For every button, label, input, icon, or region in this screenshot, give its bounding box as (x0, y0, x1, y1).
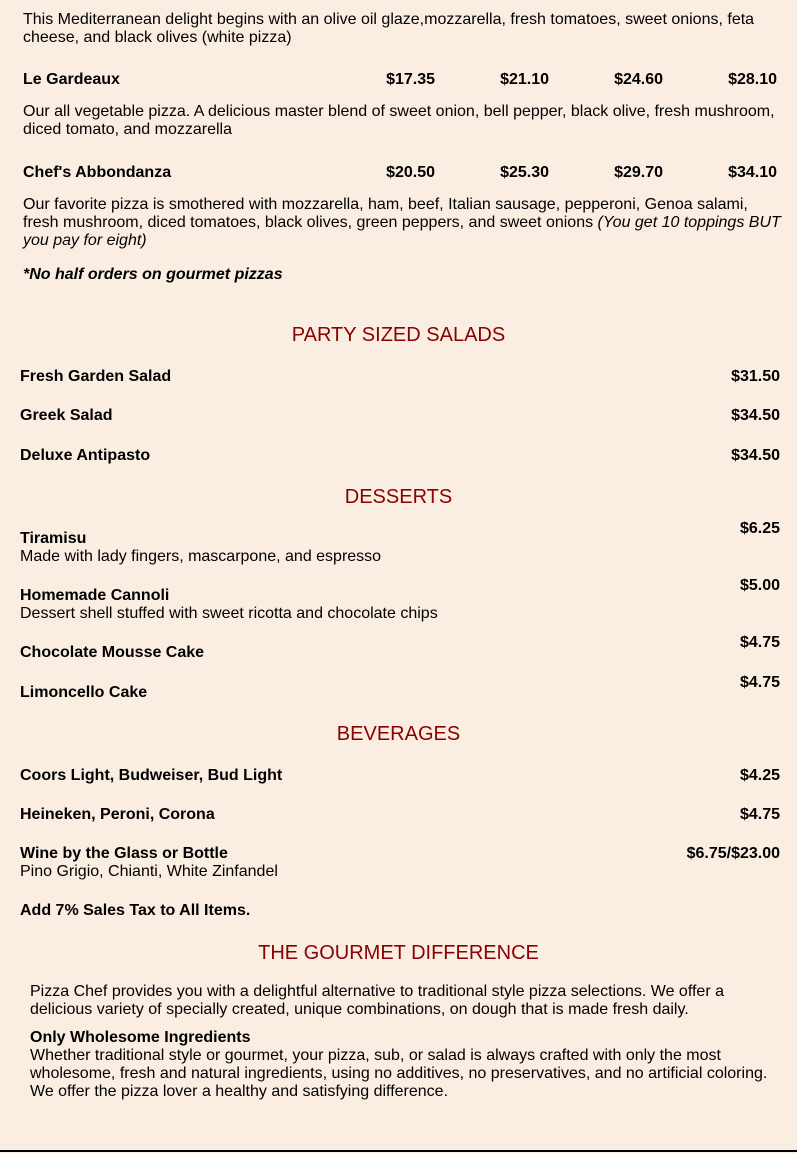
sales-tax-note: Add 7% Sales Tax to All Items. (20, 902, 251, 919)
menu-item-price: $6.75/$23.00 (686, 845, 780, 862)
menu-item-price: $34.50 (731, 407, 780, 424)
menu-item-price: $4.75 (739, 674, 780, 691)
pizza-description-note: (You get 10 toppings BUT you pay for eight) (23, 214, 781, 249)
bottom-divider (0, 1150, 797, 1152)
menu-item-name: Chocolate Mousse Cake (20, 644, 205, 661)
pizza-price-small: $20.50 (386, 164, 435, 181)
pizza-description-le-gardeaux: Our all vegetable pizza. A delicious master blend of sweet onion, bell pepper, black olive, fresh mushroom, diced tomato, and mozzarella (23, 103, 775, 138)
mediterranean-pizza-description: This Mediterranean delight begins with an olive oil glaze,mozzarella, fresh tomatoes, sweet onions, feta cheese, and black olives (white pizza) (23, 11, 755, 46)
pizza-description-chefs-abbondanza (23, 196, 783, 250)
pizza-price-large: $24.60 (614, 71, 663, 88)
menu-item-name: Deluxe Antipasto (20, 447, 151, 464)
menu-item-name: Heineken, Peroni, Corona (20, 806, 215, 823)
menu-item-name: Homemade Cannoli (20, 587, 170, 604)
section-heading-desserts: DESSERTS (344, 486, 453, 508)
pizza-price-xlarge: $34.10 (728, 164, 777, 181)
menu-item-name: Fresh Garden Salad (20, 368, 172, 385)
menu-item-name: Tiramisu (20, 530, 87, 547)
menu-item-price: $4.25 (739, 767, 780, 784)
section-heading-salads: PARTY SIZED SALADS (291, 324, 506, 346)
pizza-name-le-gardeaux: Le Gardeaux (23, 71, 120, 88)
menu-item-price: $4.75 (739, 634, 780, 651)
menu-item-name: Greek Salad (20, 407, 113, 424)
menu-item-name: Wine by the Glass or Bottle (20, 845, 228, 862)
menu-item-price: $4.75 (739, 806, 780, 823)
pizza-price-medium: $25.30 (500, 164, 549, 181)
pizza-price-large: $29.70 (614, 164, 663, 181)
pizza-price-small: $17.35 (386, 71, 435, 88)
section-heading-beverages: BEVERAGES (336, 723, 461, 745)
menu-item-price: $6.25 (739, 520, 780, 537)
pizza-price-medium: $21.10 (500, 71, 549, 88)
gourmet-difference-body: Whether traditional style or gourmet, your pizza, sub, or salad is always crafted with only the most wholesome, fresh and natural ingredients, using no additives, no preservatives, and no artificial coloring. We offer the pizza lover a healthy and satisfying difference. (30, 1047, 768, 1100)
gourmet-difference-subheading: Only Wholesome Ingredients (30, 1029, 251, 1046)
no-half-orders-note: *No half orders on gourmet pizzas (23, 266, 283, 283)
gourmet-difference-intro: Pizza Chef provides you with a delightful alternative to traditional style pizza selections. We offer a delicious variety of specially created, unique combinations, on dough that is made fresh daily. (30, 983, 724, 1018)
menu-item-description: Pino Grigio, Chianti, White Zinfandel (20, 863, 278, 880)
menu-item-price: $34.50 (731, 447, 780, 464)
menu-item-description: Made with lady fingers, mascarpone, and espresso (20, 548, 382, 565)
pizza-description-text: Our favorite pizza is smothered with mozzarella, ham, beef, Italian sausage, pepperoni, Genoa salami, fresh mushroom, diced tomatoes, black olives, green peppers, and sweet onions (23, 196, 748, 231)
pizza-name-chefs-abbondanza: Chef's Abbondanza (23, 164, 172, 181)
menu-item-price: $5.00 (739, 577, 780, 594)
menu-item-name: Limoncello Cake (20, 684, 148, 701)
menu-item-name: Coors Light, Budweiser, Bud Light (20, 767, 283, 784)
section-heading-gourmet-difference: THE GOURMET DIFFERENCE (258, 942, 539, 964)
pizza-price-xlarge: $28.10 (728, 71, 777, 88)
menu-item-price: $31.50 (731, 368, 780, 385)
menu-item-description: Dessert shell stuffed with sweet ricotta and chocolate chips (20, 605, 438, 622)
